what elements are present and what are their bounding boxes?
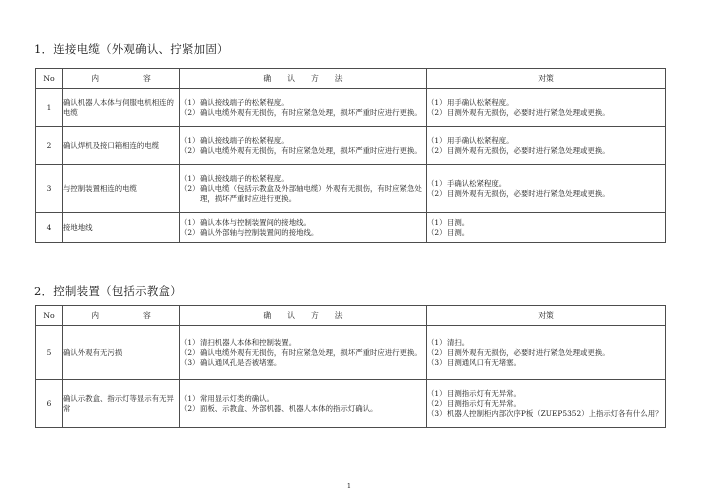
row-no: 3 [36,165,63,213]
header-no: No [36,306,63,326]
row-measure: （1） 用手确认松紧程度。 （2） 目测外观有无损伤，必要时进行紧急处理或更换。 [427,89,666,127]
row-method: （1） 确认接线端子的松紧程度。 （2） 确认电缆外观有无损伤，有时应紧急处理，损坏严重时应进行更换。 [180,89,427,127]
row-method: （1） 清扫机器人本体和控制装置。 （2） 确认电缆外观有无损伤，有时应紧急处理，损坏严重时应进行更换。 （3） 确认通风孔是否被堵塞。 [180,326,427,380]
row-no: 4 [36,213,63,243]
row-no: 2 [36,127,63,165]
control-unit-inspection-table [35,305,666,428]
table-row [36,326,666,380]
row-content: 确认机器人本体与伺服电机相连的电缆 [63,89,180,127]
row-no: 1 [36,89,63,127]
cable-inspection-table [35,68,666,243]
header-measure: 对策 [427,69,666,89]
row-content: 确认外观有无污损 [63,326,180,380]
table-row [36,213,666,243]
header-method: 确 认 方 法 [180,69,427,89]
header-content: 内 容 [63,306,180,326]
table-row [36,165,666,213]
row-measure: （1） 清扫。 （2） 目测外观有无损伤，必要时进行紧急处理或更换。 （3） 目测通风口有无堵塞。 [427,326,666,380]
row-measure: （1） 手确认松紧程度。 （2） 目测外观有无损伤，必要时进行紧急处理或更换。 [427,165,666,213]
row-content: 确认焊机及接口箱相连的电缆 [63,127,180,165]
table-row [36,127,666,165]
row-content: 接地地线 [63,213,180,243]
section-title-cables: 1．连接电缆（外观确认、拧紧加固） [34,42,229,56]
row-measure: （1） 目测。 （2） 目测。 [427,213,666,243]
page-number: 1 [346,482,352,490]
table-header-row [36,306,666,326]
row-method: （1） 确认本体与控制装置间的接地线。 （2） 确认外部轴与控制装置间的接地线。 [180,213,427,243]
row-method: （1） 确认接线端子的松紧程度。 （2） 确认电缆外观有无损伤，有时应紧急处理，损坏严重时应进行更换。 [180,127,427,165]
table-header-row [36,69,666,89]
row-method: （1） 常用显示灯类的确认。 （2） 面板、示教盒、外部机器、机器人本体的指示灯确认。 [180,380,427,428]
row-measure: （1） 目测指示灯有无异常。 （2） 目测指示灯有无异常。 （3） 机器人控制柜内部次序P板（ZUEP5352）上指示灯各有什么用？ [427,380,666,428]
table-row [36,89,666,127]
header-content: 内 容 [63,69,180,89]
row-content: 确认示教盒、指示灯等显示有无异常 [63,380,180,428]
row-no: 5 [36,326,63,380]
header-no: No [36,69,63,89]
row-measure: （1） 用手确认松紧程度。 （2） 目测外观有无损伤，必要时进行紧急处理或更换。 [427,127,666,165]
table-row [36,380,666,428]
section-title-control-unit: 2．控制装置（包括示教盒） [34,284,182,298]
row-content: 与控制装置相连的电缆 [63,165,180,213]
header-measure: 对策 [427,306,666,326]
header-method: 确 认 方 法 [180,306,427,326]
row-no: 6 [36,380,63,428]
row-method: （1） 确认接线端子的松紧程度。 （2） 确认电缆（包括示教盒及外部轴电缆）外观有无损伤，有时应紧急处理，损坏严重时应进行更换。 [180,165,427,213]
